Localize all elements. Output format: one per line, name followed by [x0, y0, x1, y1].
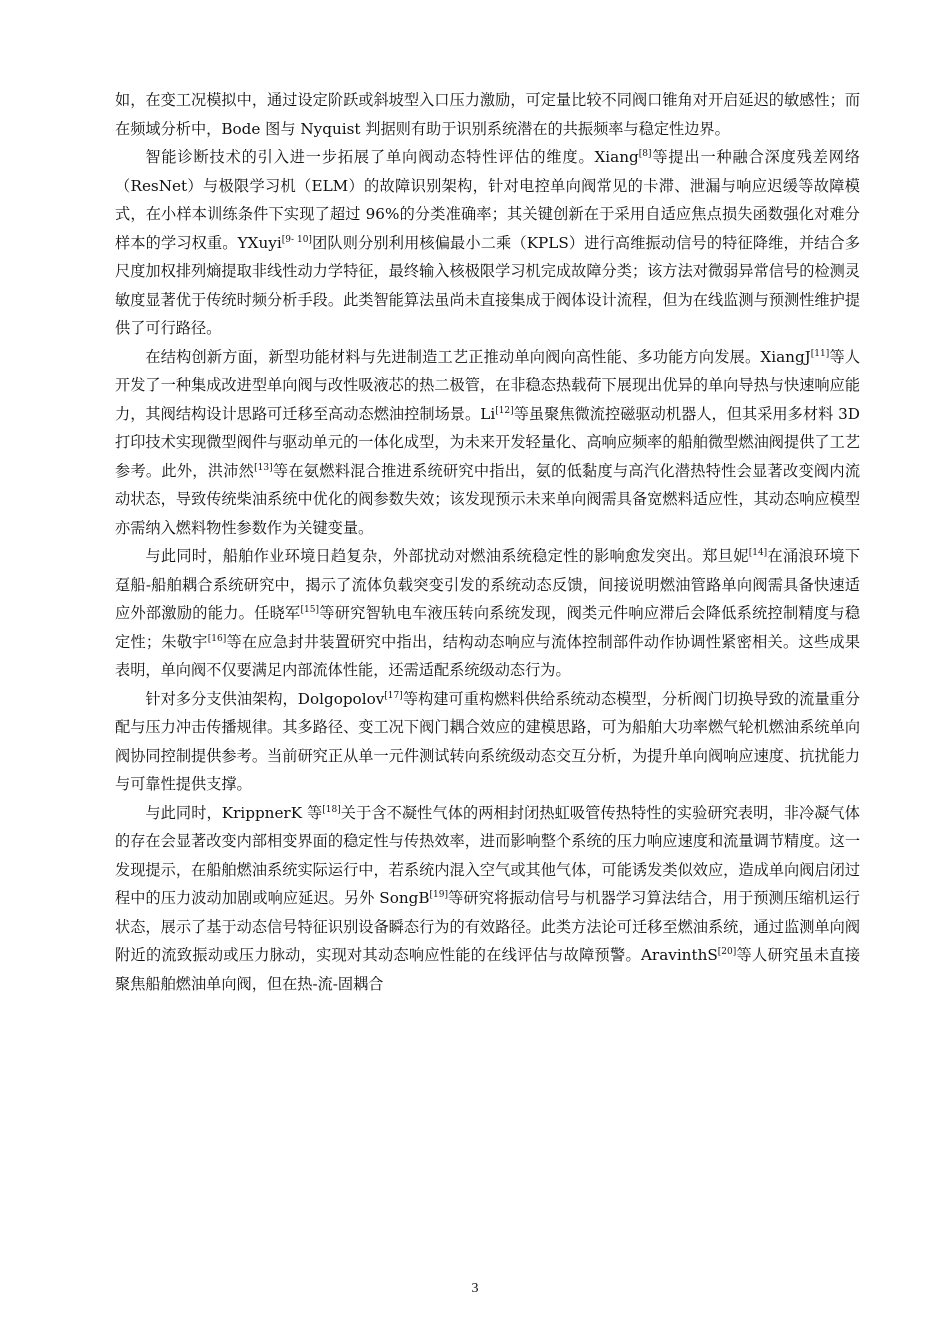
- paragraph-text: 与此同时，船舶作业环境日趋复杂，外部扰动对燃油系统稳定性的影响愈发突出。郑旦妮: [145, 547, 749, 565]
- paragraph-text: 智能诊断技术的引入进一步拓展了单向阀动态特性评估的维度。Xiang: [145, 148, 639, 166]
- citation-ref: [9- 10]: [281, 234, 312, 245]
- paragraph-text: 如，在变工况模拟中，通过设定阶跃或斜坡型入口压力激励，可定量比较不同阀口锥角对开启延迟的敏感性；而在频域分析中，Bode 图与 Nyquist 判据则有助于识别系统潜在的共振频率与稳定性边界。: [115, 91, 860, 138]
- page-number: 3: [471, 1281, 479, 1296]
- paragraph-text: 等在应急封井装置研究中指出，结构动态响应与流体控制部件动作协调性紧密相关。这些成果表明，单向阀不仅要满足内部流体性能，还需适配系统级动态行为。: [115, 632, 861, 679]
- citation-ref: [13]: [254, 462, 273, 473]
- paragraph-4: [115, 542, 860, 685]
- paragraph-text: 等人开发了一种集成改进型单向阀与改性吸液芯的热二极管，在非稳态热载荷下展现出优异的单向导热与快速响应能力，其阀结构设计思路可迁移至高动态燃油控制场景。Li: [115, 347, 861, 423]
- paragraph-text: 等提出一种融合深度残差网络（ResNet）与极限学习机（ELM）的故障识别架构，针对电控单向阀常见的卡滞、泄漏与响应迟缓等故障模式，在小样本训练条件下实现了超过 96%的分类准确率；其关键创新在于采用自适应焦点损失函数强化对难分样本的学习权重。YXuyi: [115, 148, 860, 252]
- citation-ref: [11]: [810, 348, 830, 359]
- paragraph-1: [115, 86, 860, 143]
- paragraph-text: 等研究将振动信号与机器学习算法结合，用于预测压缩机运行状态，展示了基于动态信号特征识别设备瞬态行为的有效路径。此类方法论可迁移至燃油系统，通过监测单向阀附近的流致振动或压力脉动，实现对其动态响应性能的在线评估与故障预警。AravinthS: [115, 889, 860, 964]
- paragraph-text: 等构建可重构燃料供给系统动态模型，分析阀门切换导致的流量重分配与压力冲击传播规律。其多路径、变工况下阀门耦合效应的建模思路，可为船舶大功率燃气轮机燃油系统单向阀协同控制提供参考。当前研究正从单一元件测试转向系统级动态交互分析，为提升单向阀响应速度、抗扰能力与可靠性提供支撑。: [115, 689, 861, 793]
- paragraph-6: [115, 799, 860, 999]
- citation-ref: [16]: [207, 633, 227, 644]
- paragraph-text: 关于含不凝性气体的两相封闭热虹吸管传热特性的实验研究表明，非冷凝气体的存在会显著改变内部相变界面的稳定性与传热效率，进而影响整个系统的压力响应速度和流量调节精度。这一发现提示，在船舶燃油系统实际运行中，若系统内混入空气或其他气体，可能诱发类似效应，造成单向阀启闭过程中的压力波动加剧或响应延迟。另外 SongB: [115, 803, 860, 907]
- paragraph-text: 等研究智轨电车液压转向系统发现，阀类元件响应滞后会降低系统控制精度与稳定性；朱敬宇: [115, 604, 861, 651]
- paragraph-text: 与此同时，KrippnerK 等: [145, 803, 323, 822]
- document-body: [115, 86, 860, 998]
- citation-ref: [19]: [429, 890, 448, 900]
- citation-ref: [12]: [495, 405, 514, 416]
- citation-ref: [8]: [638, 149, 652, 159]
- citation-ref: [15]: [300, 605, 319, 615]
- paragraph-5: [115, 685, 860, 799]
- citation-ref: [14]: [748, 548, 768, 558]
- citation-ref: [18]: [322, 804, 341, 815]
- paragraph-text: 在结构创新方面，新型功能材料与先进制造工艺正推动单向阀向高性能、多功能方向发展。XiangJ: [145, 347, 811, 366]
- paragraph-text: 在涌浪环境下趸船-船舶耦合系统研究中，揭示了流体负载突变引发的系统动态反馈，间接说明燃油管路单向阀需具备快速适应外部激励的能力。任晓军: [115, 547, 861, 622]
- citation-ref: [17]: [384, 690, 403, 701]
- paragraph-3: [115, 343, 860, 543]
- paragraph-text: 等在氨燃料混合推进系统研究中指出，氨的低黏度与高汽化潜热特性会显著改变阀内流动状态，导致传统柴油系统中优化的阀参数失效；该发现预示未来单向阀需具备宽燃料适应性，其动态响应模型亦需纳入燃料物性参数作为关键变量。: [115, 461, 861, 537]
- citation-ref: [20]: [717, 947, 737, 957]
- paragraph-text: 等虽聚焦微流控磁驱动机器人，但其采用多材料 3D 打印技术实现微型阀件与驱动单元的一体化成型，为未来开发轻量化、高响应频率的船舶微型燃油阀提供了工艺参考。此外，洪沛然: [115, 404, 860, 480]
- paragraph-text: 等人研究虽未直接聚焦船舶燃油单向阀，但在热-流-固耦合: [115, 946, 861, 993]
- paragraph-2: [115, 143, 860, 343]
- paragraph-text: 针对多分支供油架构，Dolgopolov: [145, 689, 385, 708]
- paragraph-text: 团队则分别利用核偏最小二乘（KPLS）进行高维振动信号的特征降维，并结合多尺度加权排列熵提取非线性动力学特征，最终输入核极限学习机完成故障分类；该方法对微弱异常信号的检测灵敏度显著优于传统时频分析手段。此类智能算法虽尚未直接集成于阀体设计流程，但为在线监测与预测性维护提供了可行路径。: [115, 233, 861, 337]
